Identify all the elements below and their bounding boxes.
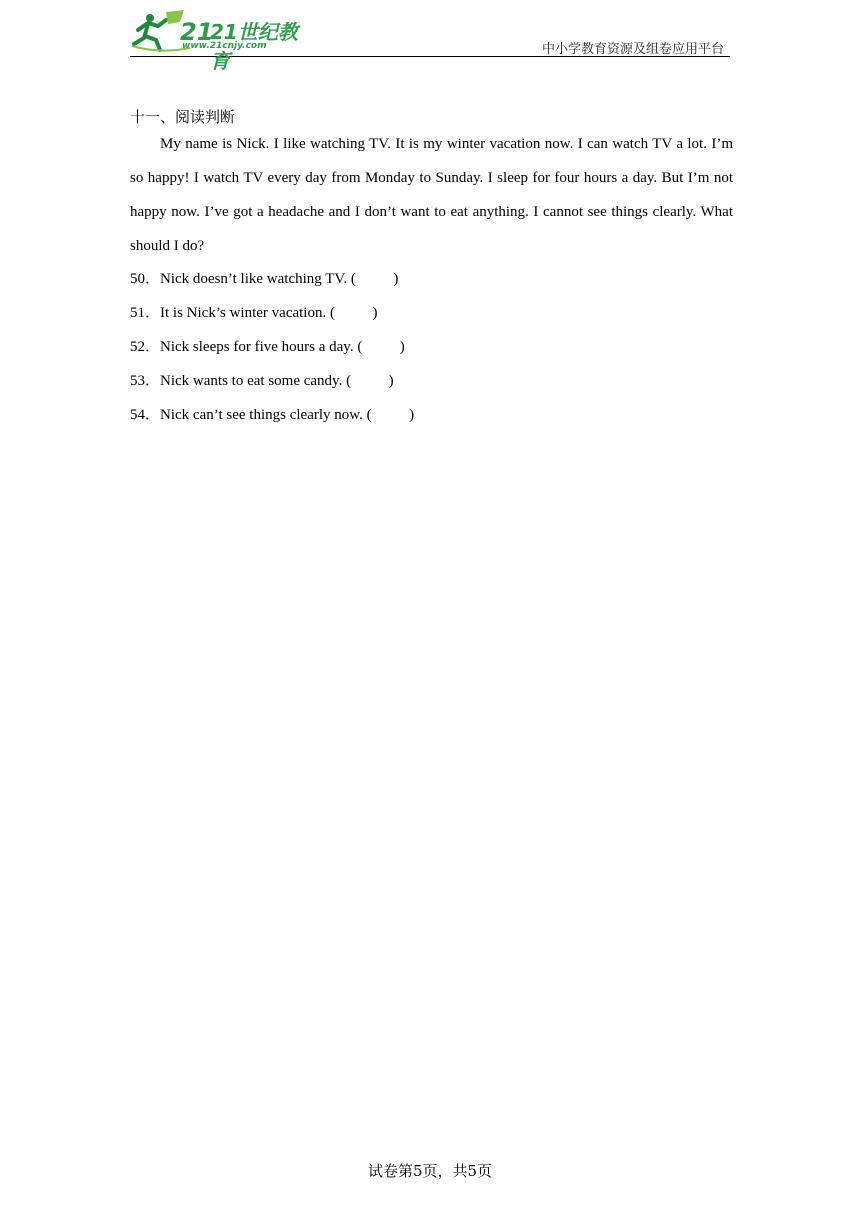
- question-text: Nick doesn’t like watching TV. ( ): [160, 271, 399, 287]
- question-text: Nick can’t see things clearly now. ( ): [160, 407, 415, 423]
- question-number: 50．: [130, 271, 161, 287]
- page-footer: 试卷第5页，共5页: [367, 1162, 493, 1180]
- question-text: Nick wants to eat some candy. ( ): [160, 373, 394, 389]
- logo-text: 21世纪教育: [210, 20, 298, 73]
- svg-text:21: 21: [180, 18, 214, 46]
- logo-url: www.21cnjy.com: [182, 41, 267, 51]
- question-text: It is Nick’s winter vacation. ( ): [160, 305, 378, 321]
- question-item: [130, 364, 414, 398]
- logo: [130, 8, 300, 73]
- page-header: [130, 8, 730, 73]
- question-list: [130, 262, 414, 432]
- question-item: [130, 330, 414, 364]
- platform-name: 中小学教育资源及组卷应用平台: [541, 42, 724, 57]
- question-number: 52．: [130, 339, 161, 355]
- reading-passage: My name is Nick. I like watching TV. It is my winter vacation now. I can watch TV a lot. I’m so happy! I watch TV every day from Monday to Sunday. I sleep for four hours a day. But I’m not happy now. I’ve got a headache and I don’t want to eat anything. I cannot see things clearly. What should I do?: [130, 136, 733, 254]
- question-number: 53．: [130, 373, 161, 389]
- question-number: 54．: [130, 407, 161, 423]
- question-text: Nick sleeps for five hours a day. ( ): [160, 339, 405, 355]
- question-number: 51．: [130, 305, 161, 321]
- question-item: [130, 262, 414, 296]
- question-item: [130, 296, 414, 330]
- question-item: [130, 398, 414, 432]
- section-title: 十一、阅读判断: [130, 108, 236, 126]
